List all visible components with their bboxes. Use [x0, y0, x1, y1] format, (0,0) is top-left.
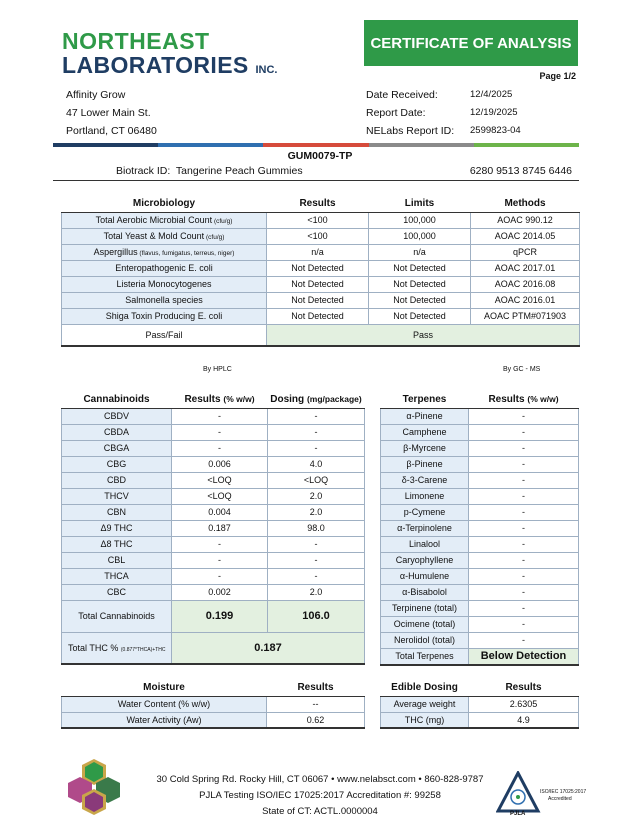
total-cannabinoids-label: Total Cannabinoids [62, 600, 172, 632]
cannabinoid-result: 0.002 [172, 584, 268, 600]
cannabinoid-name: CBG [62, 456, 172, 472]
micro-test-label: Salmonella species [125, 295, 203, 305]
terpene-name: α-Humulene [381, 568, 469, 584]
footer-address: 30 Cold Spring Rd. Rocky Hill, CT 06067 • www.nelabsct.com • 860-828-9787 [156, 774, 484, 785]
client-street: 47 Lower Main St. [66, 107, 151, 119]
cannabinoid-dose: - [268, 552, 365, 568]
terpene-row [381, 520, 579, 536]
terpene-row [381, 488, 579, 504]
terpene-name: δ-3-Carene [381, 472, 469, 488]
footer-state-license: State of CT: ACTL.0000004 [262, 806, 378, 817]
micro-result: n/a [267, 244, 369, 260]
cannabinoid-row [62, 440, 365, 456]
terpene-name: Linalool [381, 536, 469, 552]
client-name: Affinity Grow [66, 89, 126, 101]
cannabinoid-dose: <LOQ [268, 472, 365, 488]
micro-result: Not Detected [267, 292, 369, 308]
date-received: 12/4/2025 [470, 89, 513, 100]
terpene-result: - [469, 600, 579, 616]
micro-test-name [62, 212, 267, 228]
cannabinoid-name: CBC [62, 584, 172, 600]
terpene-result: - [469, 472, 579, 488]
cannabinoid-name: THCV [62, 488, 172, 504]
cannabinoid-name: CBDA [62, 424, 172, 440]
page-number: Page 1/2 [539, 71, 576, 81]
terpene-row [381, 536, 579, 552]
terpene-result: - [469, 440, 579, 456]
cannabinoid-row [62, 424, 365, 440]
edible-row [381, 696, 579, 712]
cannabinoid-dose: 2.0 [268, 504, 365, 520]
cannabinoid-name: CBDV [62, 408, 172, 424]
terpene-row [381, 504, 579, 520]
micro-test-name [62, 260, 267, 276]
edible-name: Average weight [381, 696, 469, 712]
terpene-name: Limonene [381, 488, 469, 504]
cannabinoid-dose: - [268, 408, 365, 424]
batch-number: 6280 9513 8745 6446 [469, 165, 572, 177]
divider [53, 180, 579, 181]
terpene-result: - [469, 632, 579, 648]
total-thc-value: 0.187 [172, 632, 365, 664]
micro-test-label: Aspergillus [93, 247, 138, 257]
moisture-name: Water Content (% w/w) [62, 696, 267, 712]
terpene-result: - [469, 616, 579, 632]
edible-result: 4.9 [469, 712, 579, 728]
micro-limit: Not Detected [369, 260, 471, 276]
micro-row [62, 276, 580, 292]
terpene-result: - [469, 584, 579, 600]
terpene-name: α-Terpinolene [381, 520, 469, 536]
terpene-result: - [469, 504, 579, 520]
micro-test-label: Total Aerobic Microbial Count [95, 215, 213, 225]
footer-accreditation: PJLA Testing ISO/IEC 17025:2017 Accreditation #: 99258 [199, 790, 441, 801]
moisture-result: 0.62 [267, 712, 365, 728]
terpene-name: β-Pinene [381, 456, 469, 472]
cannabinoid-name: THCA [62, 568, 172, 584]
terpene-result: - [469, 456, 579, 472]
micro-row [62, 260, 580, 276]
cannabinoid-row [62, 456, 365, 472]
cannabinoid-result: - [172, 408, 268, 424]
terpene-row [381, 584, 579, 600]
stripe-segment [263, 143, 368, 147]
total-thc-label: Total THC % (0.877*THCA)+THC [62, 632, 172, 664]
micro-test-unit: (cfu/g) [204, 234, 225, 241]
stripe-segment [474, 143, 579, 147]
terpene-name: β-Myrcene [381, 440, 469, 456]
edible-name: THC (mg) [381, 712, 469, 728]
cannabinoid-dose: 4.0 [268, 456, 365, 472]
micro-row [62, 308, 580, 324]
stripe-segment [369, 143, 474, 147]
cannabinoid-dose: - [268, 568, 365, 584]
micro-test-name [62, 292, 267, 308]
cannabinoid-name: Δ9 THC [62, 520, 172, 536]
terpene-result: - [469, 520, 579, 536]
cannabinoid-row [62, 472, 365, 488]
moisture-result: -- [267, 696, 365, 712]
micro-test-name [62, 244, 267, 260]
micro-test-name [62, 308, 267, 324]
cannabinoids-table: Cannabinoids Results (% w/w) Dosing (mg/package) CBDV - - CBDA - - CBGA - - CBG 0.006 4.0 CBD <LOQ <LOQ THCV <LOQ 2.0 CBN 0.004 2.0 Δ9 THC 0.187 98.0 Δ8 THC - - CBL - - THCA - - CBC 0.002 2.0 Total Cannabinoids 0.199 106.0 Total THC % (0.877*THCA)+THC 0.187 [61, 391, 365, 665]
micro-method: qPCR [471, 244, 580, 260]
terpenes-table: Terpenes Results (% w/w) α-Pinene - Camphene - β-Myrcene - β-Pinene - δ-3-Carene - Limonene - p-Cymene - α-Terpinolene - Linalool - Caryophyllene - α-Humulene - α-Bisabolol - Terpinene (total) - Ocimene (total) - Nerolidol (total) - Total Terpenes Below Detection [380, 391, 579, 666]
terpene-row [381, 600, 579, 616]
terpene-result: - [469, 424, 579, 440]
micro-test-label: Shiga Toxin Producing E. coli [105, 311, 223, 321]
micro-row [62, 292, 580, 308]
micro-row [62, 212, 580, 228]
cannabinoid-name: CBGA [62, 440, 172, 456]
terpene-name: Camphene [381, 424, 469, 440]
stripe-segment [158, 143, 263, 147]
cannabinoid-row [62, 568, 365, 584]
terpene-row [381, 472, 579, 488]
moisture-row [62, 696, 365, 712]
cannabinoid-row [62, 520, 365, 536]
cannabinoid-result: - [172, 440, 268, 456]
cannabinoid-row [62, 504, 365, 520]
cannabinoid-dose: 2.0 [268, 488, 365, 504]
cannabinoid-result: 0.187 [172, 520, 268, 536]
cannabinoid-name: CBL [62, 552, 172, 568]
cannabinoid-row [62, 488, 365, 504]
cannabinoid-row [62, 536, 365, 552]
terpene-name: Terpinene (total) [381, 600, 469, 616]
terpene-result: - [469, 488, 579, 504]
total-cannabinoids-dose: 106.0 [268, 600, 365, 632]
terpene-name: Ocimene (total) [381, 616, 469, 632]
moisture-row [62, 712, 365, 728]
report-meta: Date Received: 12/4/2025 Report Date: 12/19/2025 NELabs Report ID: 2599823-04 [366, 86, 521, 140]
logo-northeast: NORTHEAST [62, 28, 210, 54]
micro-row [62, 228, 580, 244]
micro-result: Not Detected [267, 260, 369, 276]
total-terpenes-label: Total Terpenes [381, 648, 469, 665]
micro-limit: Not Detected [369, 308, 471, 324]
terpene-name: p-Cymene [381, 504, 469, 520]
micro-method: AOAC 2016.01 [471, 292, 580, 308]
terpene-row [381, 440, 579, 456]
cannabinoid-result: - [172, 424, 268, 440]
terpene-result: - [469, 552, 579, 568]
micro-test-label: Listeria Monocytogenes [116, 279, 212, 289]
micro-limit: Not Detected [369, 292, 471, 308]
cannabinoid-name: CBN [62, 504, 172, 520]
micro-method: AOAC PTM#071903 [471, 308, 580, 324]
cannabinoid-dose: - [268, 536, 365, 552]
total-terpenes-value: Below Detection [469, 648, 579, 665]
cannabinoid-dose: 98.0 [268, 520, 365, 536]
terpene-name: Nerolidol (total) [381, 632, 469, 648]
micro-row [62, 244, 580, 260]
cannabinoid-dose: - [268, 440, 365, 456]
certificate-title: CERTIFICATE OF ANALYSIS [364, 20, 578, 66]
moisture-name: Water Activity (Aw) [62, 712, 267, 728]
edible-row [381, 712, 579, 728]
micro-result: Not Detected [267, 308, 369, 324]
cannabinoid-row [62, 584, 365, 600]
terpene-row [381, 456, 579, 472]
cannabinoid-result: - [172, 536, 268, 552]
terpene-row [381, 616, 579, 632]
logo-laboratories: LABORATORIES INC. [62, 52, 278, 78]
cannabinoid-result: <LOQ [172, 472, 268, 488]
biotrack-id: Biotrack ID: Tangerine Peach Gummies [116, 165, 303, 177]
terpene-result: - [469, 408, 579, 424]
terpene-result: - [469, 536, 579, 552]
micro-test-unit: (cfu/g) [212, 218, 233, 225]
microbiology-table: Microbiology Results Limits Methods Total Aerobic Microbial Count (cfu/g) <100 100,000 AOAC 990.12 Total Yeast & Mold Count (cfu/g) <100 100,000 AOAC 2014.05 Aspergillus (flavus, fumigatus, terreus, niger) n/a n/a qPCR Enteropathogenic E. coli Not Detected Not Detected AOAC 2017.01 Listeria Monocytogenes Not Detected Not Detected AOAC 2016.08 Salmonella species Not Detected Not Detected AOAC 2016.01 Shiga Toxin Producing E. coli Not Detected Not Detected AOAC PTM#071903 Pass/Fail Pass [61, 195, 580, 347]
cannabinoid-result: 0.006 [172, 456, 268, 472]
micro-limit: 100,000 [369, 228, 471, 244]
micro-test-unit: (flavus, fumigatus, terreus, niger) [137, 250, 235, 257]
pjla-logo: PJLA ISO/IEC 17025:2017 Accredited [496, 771, 588, 819]
micro-passfail-row [62, 324, 580, 346]
moisture-table: Moisture Results Water Content (% w/w) -- Water Activity (Aw) 0.62 [61, 680, 365, 729]
micro-method: AOAC 2014.05 [471, 228, 580, 244]
cannabinoid-result: 0.004 [172, 504, 268, 520]
terpene-result: - [469, 568, 579, 584]
terpene-name: α-Pinene [381, 408, 469, 424]
edible-dosing-table: Edible Dosing Results Average weight 2.6305 THC (mg) 4.9 [380, 680, 579, 729]
certification-badges-icon [66, 757, 122, 815]
terpene-row [381, 408, 579, 424]
report-id: 2599823-04 [470, 125, 521, 136]
client-city: Portland, CT 06480 [66, 125, 157, 137]
cannabinoid-dose: 2.0 [268, 584, 365, 600]
micro-limit: n/a [369, 244, 471, 260]
terpene-row [381, 632, 579, 648]
micro-result: <100 [267, 228, 369, 244]
cannabinoid-name: Δ8 THC [62, 536, 172, 552]
client-address [66, 86, 157, 140]
terpene-row [381, 424, 579, 440]
terpene-name: Caryophyllene [381, 552, 469, 568]
cannabinoid-dose: - [268, 424, 365, 440]
cannabinoid-name: CBD [62, 472, 172, 488]
micro-method: AOAC 2017.01 [471, 260, 580, 276]
terpene-name: α-Bisabolol [381, 584, 469, 600]
hplc-note: By HPLC [203, 366, 232, 373]
micro-test-label: Enteropathogenic E. coli [115, 263, 213, 273]
stripe-segment [53, 143, 158, 147]
micro-test-label: Total Yeast & Mold Count [103, 231, 205, 241]
micro-limit: Not Detected [369, 276, 471, 292]
terpene-row [381, 568, 579, 584]
micro-test-name [62, 276, 267, 292]
total-cannabinoids-result: 0.199 [172, 600, 268, 632]
color-stripe [53, 143, 579, 147]
cannabinoid-result: - [172, 552, 268, 568]
micro-result: Not Detected [267, 276, 369, 292]
passfail-label: Pass/Fail [62, 324, 267, 346]
cannabinoid-row [62, 552, 365, 568]
micro-test-name [62, 228, 267, 244]
cannabinoid-result: <LOQ [172, 488, 268, 504]
sample-code: GUM0079-TP [287, 150, 353, 162]
micro-method: AOAC 990.12 [471, 212, 580, 228]
passfail-value: Pass [267, 324, 580, 346]
terpene-row [381, 552, 579, 568]
micro-result: <100 [267, 212, 369, 228]
cannabinoid-result: - [172, 568, 268, 584]
cannabinoid-row [62, 408, 365, 424]
micro-limit: 100,000 [369, 212, 471, 228]
report-date: 12/19/2025 [470, 107, 518, 118]
edible-result: 2.6305 [469, 696, 579, 712]
micro-method: AOAC 2016.08 [471, 276, 580, 292]
gcms-note: By GC - MS [503, 366, 541, 373]
